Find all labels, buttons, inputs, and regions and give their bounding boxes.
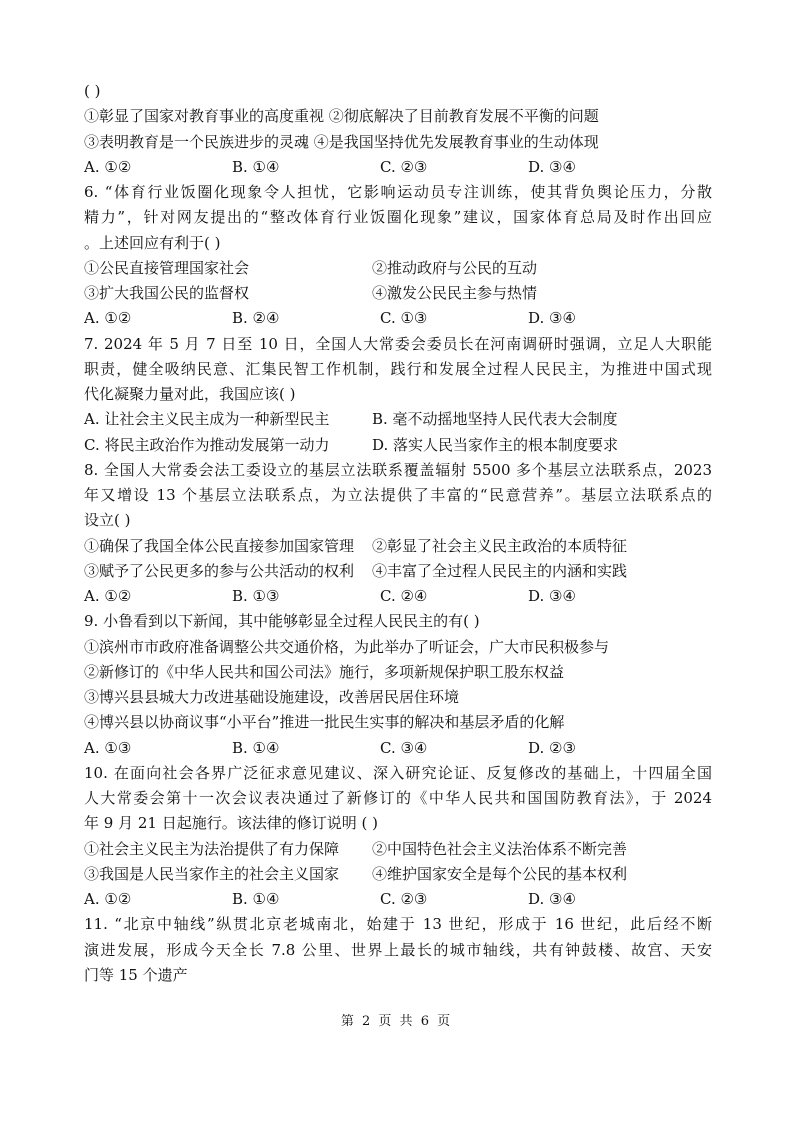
statement-options-row bbox=[84, 256, 712, 281]
text-line: ②新修订的《中华人民共和国公司法》施行，多项新规保护职工股东权益 bbox=[84, 662, 565, 681]
statement-options-row bbox=[84, 559, 712, 584]
text-line: 设立( ) bbox=[84, 511, 131, 530]
text-line: 门等 15 个遗产 bbox=[84, 965, 188, 984]
statement-option: ②中国特色社会主义法治体系不断完善 bbox=[372, 839, 628, 858]
text-line: 11. “北京中轴线”纵贯北京老城南北，始建于 13 世纪，形成于 16 世纪，此后经不断 bbox=[84, 915, 712, 934]
answer-choice: A. ①② bbox=[84, 890, 132, 908]
statement-option: D. 落实人民当家作主的根本制度要求 bbox=[372, 435, 619, 454]
answer-choices-row bbox=[84, 306, 712, 331]
statement-options-row bbox=[84, 407, 712, 432]
answer-choice: C. ②③ bbox=[380, 157, 428, 176]
answer-choice: D. ③④ bbox=[528, 309, 576, 328]
answer-choices-row bbox=[84, 887, 712, 912]
answer-choices-row bbox=[84, 584, 712, 609]
answer-choice: D. ③④ bbox=[528, 890, 576, 908]
answer-choice: B. ①④ bbox=[232, 157, 280, 176]
text-line: 6. “体育行业饭圈化现象令人担忧，它影响运动员专注训练，使其背负舆论压力，分散 bbox=[84, 183, 712, 201]
statement-option: ①确保了我国全体公民直接参加国家管理 bbox=[84, 536, 355, 555]
statement-option: C. 将民主政治作为推动发展第一动力 bbox=[84, 435, 330, 454]
statement-option: ②彰显了社会主义民主政治的本质特征 bbox=[372, 536, 628, 555]
answer-choice: D. ②③ bbox=[528, 738, 576, 757]
answer-choice: B. ①③ bbox=[232, 587, 280, 605]
answer-choice: D. ③④ bbox=[528, 587, 576, 605]
question-lines bbox=[84, 79, 712, 988]
text-line: 精力”，针对网友提出的“整改体育行业饭圈化现象”建议，国家体育总局及时作出回应 bbox=[84, 208, 712, 227]
statement-option: ④激发公民民主参与热情 bbox=[372, 284, 538, 302]
answer-choice: B. ①④ bbox=[232, 890, 280, 908]
exam-page-content bbox=[84, 79, 712, 988]
statement-option: ④维护国家安全是每个公民的基本权利 bbox=[372, 864, 628, 883]
statement-options-row bbox=[84, 281, 712, 306]
statement-option: A. 让社会主义民主成为一种新型民主 bbox=[84, 410, 330, 429]
text-line: 8. 全国人大常委会法工委设立的基层立法联系覆盖辐射 5500 多个基层立法联系点，2023 bbox=[84, 460, 712, 479]
answer-choice: A. ①② bbox=[84, 309, 132, 328]
answer-choice: C. ②④ bbox=[380, 587, 428, 605]
answer-choices-row bbox=[84, 736, 712, 761]
statement-option: ④丰富了全过程人民民主的内涵和实践 bbox=[372, 561, 628, 580]
answer-choice: B. ②④ bbox=[232, 309, 280, 328]
statement-option: ①公民直接管理国家社会 bbox=[84, 258, 250, 277]
answer-choices-row bbox=[84, 155, 712, 180]
answer-choice: D. ③④ bbox=[528, 157, 576, 176]
answer-choice: A. ①③ bbox=[84, 738, 132, 757]
statement-options-row bbox=[84, 862, 712, 887]
text-line: ①彰显了国家对教育事业的高度重视 ②彻底解决了目前教育发展不平衡的问题 bbox=[84, 107, 599, 126]
text-line: 。上述回应有利于( ) bbox=[84, 233, 221, 252]
text-line: ( ) bbox=[84, 82, 101, 100]
statement-options-row bbox=[84, 837, 712, 862]
text-line: 7. 2024 年 5 月 7 日至 10 日，全国人大常委会委员长在河南调研时强调，立足人大职能 bbox=[84, 334, 712, 353]
answer-choice: A. ①② bbox=[84, 157, 132, 176]
statement-option: ③扩大我国公民的监督权 bbox=[84, 284, 250, 302]
text-line: ④博兴县以协商议事“小平台”推进一批民生实事的解决和基层矛盾的化解 bbox=[84, 713, 565, 732]
text-line: 9. 小鲁看到以下新闻，其中能够彰显全过程人民民主的有( ) bbox=[84, 612, 480, 631]
statement-option: ③我国是人民当家作主的社会主义国家 bbox=[84, 864, 340, 883]
answer-choice: C. ①③ bbox=[380, 309, 428, 328]
text-line: 10. 在面向社会各界广泛征求意见建议、深入研究论证、反复修改的基础上，十四届全国 bbox=[84, 763, 712, 782]
text-line: ①滨州市市政府准备调整公共交通价格，为此举办了听证会，广大市民积极参与 bbox=[84, 637, 610, 656]
statement-option: ②推动政府与公民的互动 bbox=[372, 258, 538, 277]
statement-option: B. 毫不动摇地坚持人民代表大会制度 bbox=[372, 410, 618, 429]
text-line: 职责，健全吸纳民意、汇集民智工作机制，践行和发展全过程人民民主，为推进中国式现 bbox=[84, 359, 712, 378]
text-line: 人大常委会第十一次会议表决通过了新修订的《中华人民共和国国防教育法》，于 2024 bbox=[84, 789, 712, 807]
statement-options-row bbox=[84, 433, 712, 458]
answer-choice: C. ②③ bbox=[380, 890, 428, 908]
answer-choice: A. ①② bbox=[84, 587, 132, 605]
page-footer: 第 2 页 共 6 页 bbox=[340, 1014, 453, 1029]
statement-option: ①社会主义民主为法治提供了有力保障 bbox=[84, 839, 340, 858]
text-line: 代化凝聚力量对此，我国应该( ) bbox=[84, 385, 296, 403]
text-line: ③博兴县县城大力改进基础设施建设，改善居民居住环境 bbox=[84, 688, 460, 706]
text-line: 年又增设 13 个基层立法联系点，为立法提供了丰富的“民意营养”。基层立法联系点的 bbox=[84, 486, 712, 504]
text-line: ③表明教育是一个民族进步的灵魂 ④是我国坚持优先发展教育事业的生动体现 bbox=[84, 132, 599, 151]
text-line: 年 9 月 21 日起施行。该法律的修订说明 ( ) bbox=[84, 814, 378, 833]
statement-options-row bbox=[84, 534, 712, 559]
answer-choice: B. ①④ bbox=[232, 738, 280, 757]
answer-choice: C. ③④ bbox=[380, 738, 428, 757]
text-line: 演进发展，形成今天全长 7.8 公里、世界上最长的城市轴线，共有钟鼓楼、故宫、天安 bbox=[84, 940, 712, 959]
statement-option: ③赋予了公民更多的参与公共活动的权利 bbox=[84, 561, 355, 580]
